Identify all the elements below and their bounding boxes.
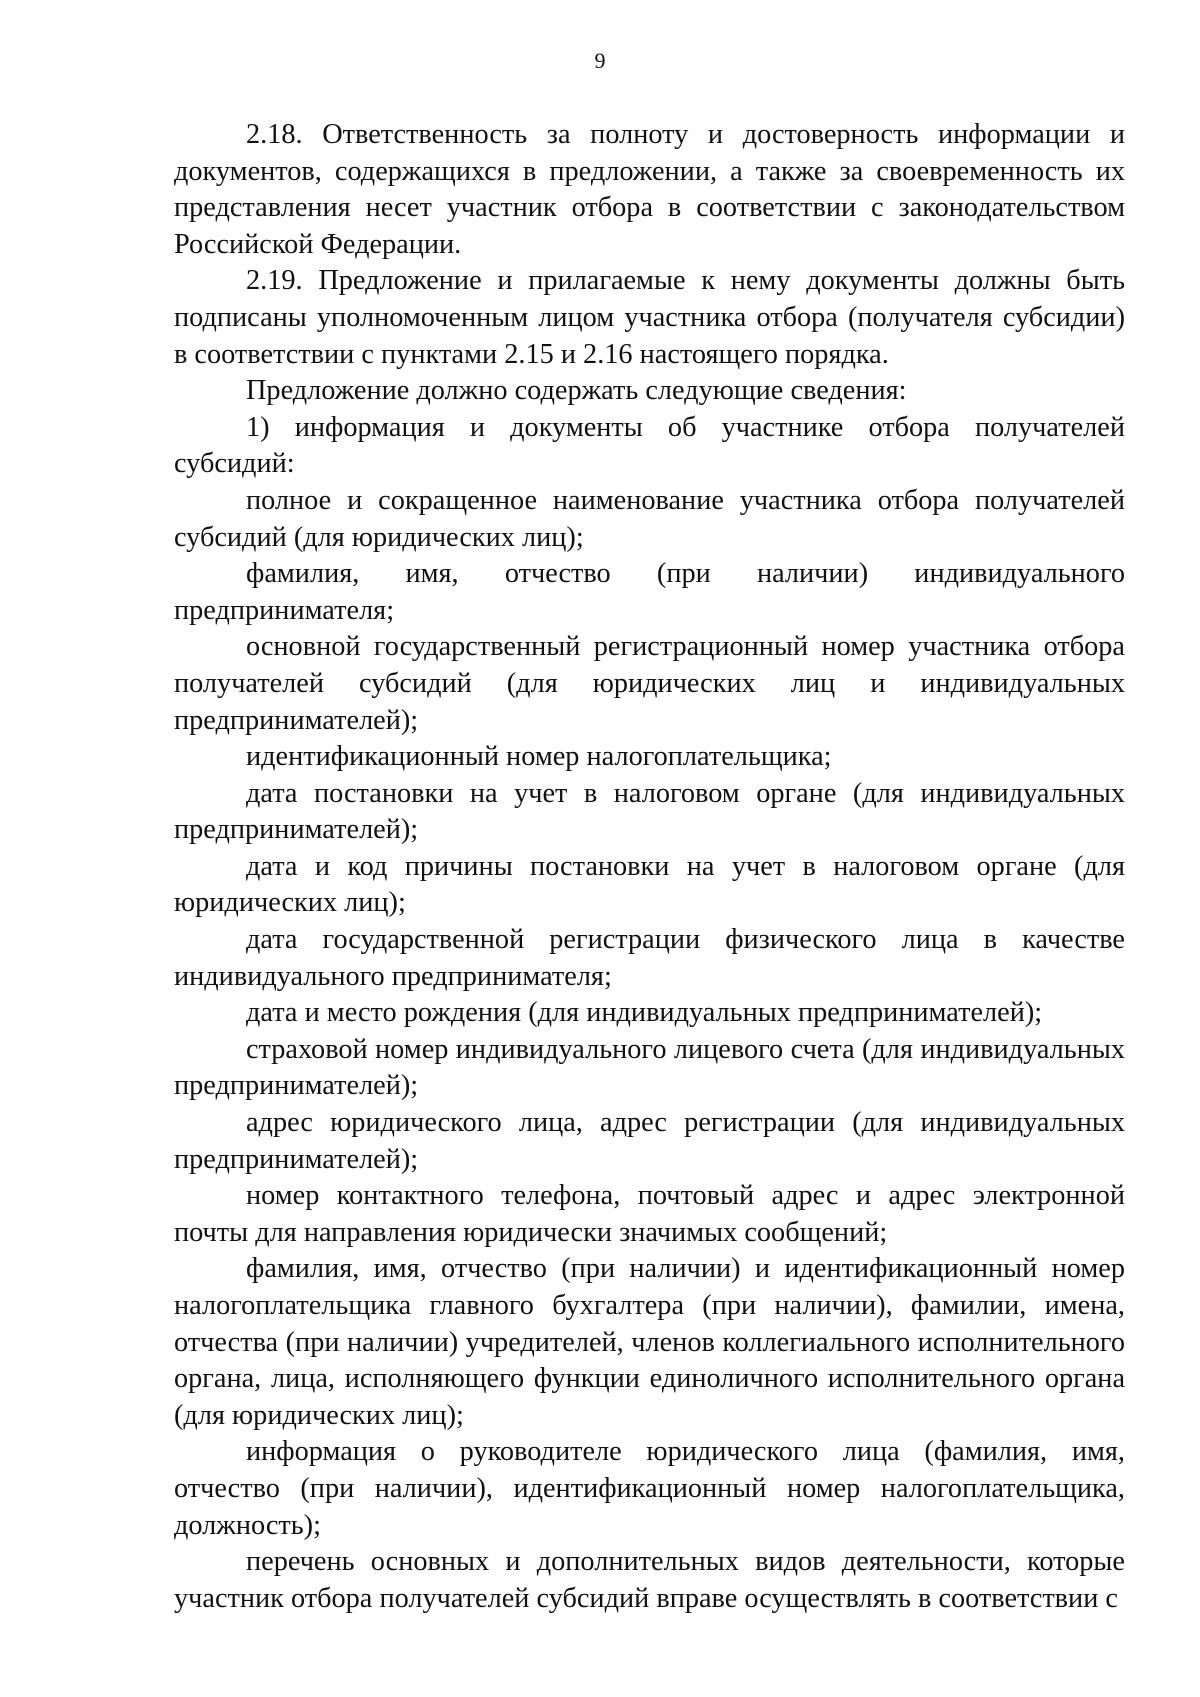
list-item: дата государственной регистрации физического лица в качестве индивидуального предпринимателя; — [174, 924, 1125, 992]
list-item: основной государственный регистрационный номер участника отбора получателей субсидий (для юридических лиц и индивидуальных предпринимателей); — [174, 631, 1125, 736]
list-item: номер контактного телефона, почтовый адрес и адрес электронной почты для направления юридически значимых сообщений; — [174, 1180, 1125, 1248]
paragraph-item-1: 1) информация и документы об участнике отбора получателей субсидий: — [174, 411, 1125, 480]
page-number: 9 — [594, 48, 606, 73]
paragraph-2-18: 2.18. Ответственность за полноту и достоверность информации и документов, содержащихся в предложении, а также за своевременность их представления несет участник отбора в соответствии с законодательством Российской Федерации. — [174, 119, 1125, 260]
list-item: дата и код причины постановки на учет в налоговом органе (для юридических лиц); — [174, 850, 1125, 919]
list-item: дата и место рождения (для индивидуальных предпринимателей); — [246, 997, 1043, 1029]
list-item: фамилия, имя, отчество (при наличии) индивидуального предпринимателя; — [174, 558, 1125, 626]
list-item: фамилия, имя, отчество (при наличии) и идентификационный номер налогоплательщика главного бухгалтера (при наличии), фамилии, имена, отчества (при наличии) учредителей, членов коллегиального исполнительного органа, лица, исполняющего функции единоличного исполнительного органа (для юридических лиц); — [174, 1253, 1125, 1431]
paragraph-2-19: 2.19. Предложение и прилагаемые к нему документы должны быть подписаны уполномоченным лицом участника отбора (получателя субсидии) в соответствии с пунктами 2.15 и 2.16 настоящего порядка. — [174, 265, 1125, 370]
list-item: полное и сокращенное наименование участника отбора получателей субсидий (для юридических лиц); — [174, 484, 1125, 553]
document-body — [174, 117, 1125, 1617]
list-item: адрес юридического лица, адрес регистрации (для индивидуальных предпринимателей); — [174, 1107, 1125, 1175]
list-item: страховой номер индивидуального лицевого счета (для индивидуальных предпринимателей); — [174, 1033, 1125, 1102]
paragraph-intro: Предложение должно содержать следующие сведения: — [246, 375, 907, 407]
list-item: дата постановки на учет в налоговом органе (для индивидуальных предпринимателей); — [174, 777, 1125, 846]
list-item: идентификационный номер налогоплательщика; — [246, 741, 832, 773]
list-item: перечень основных и дополнительных видов деятельности, которые участник отбора получателей субсидий вправе осуществлять в соответствии с — [174, 1546, 1125, 1614]
list-item: информация о руководителе юридического лица (фамилия, имя, отчество (при наличии), идентификационный номер налогоплательщика, должность); — [174, 1436, 1125, 1541]
